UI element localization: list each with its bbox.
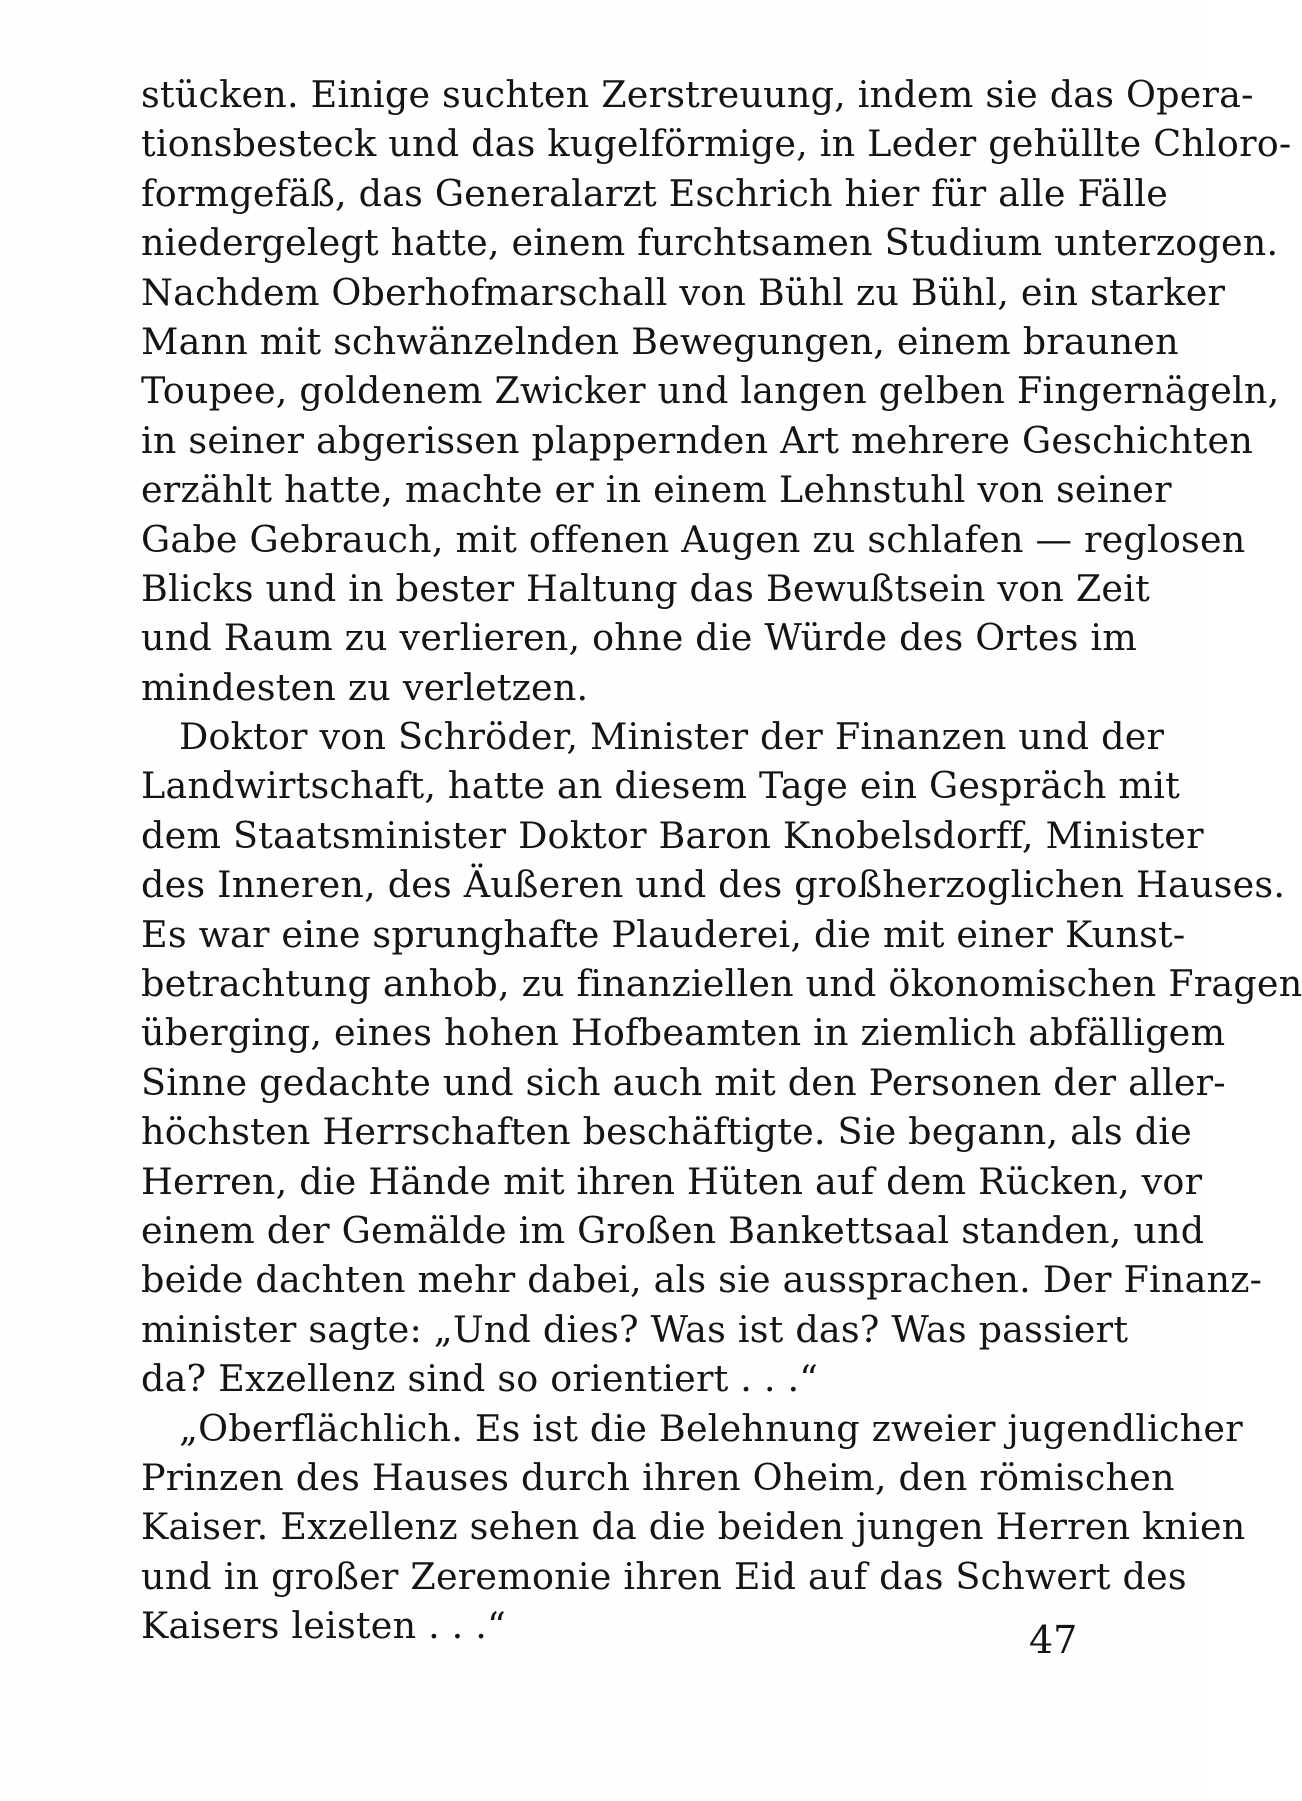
text-line: da? Exzellenz sind so orientiert . . .“ [141, 1357, 819, 1401]
text-line: und Raum zu verlieren, ohne die Würde des Ortes im [141, 616, 1138, 660]
text-line: überging, eines hohen Hofbeamten in ziemlich abfälligem [141, 1011, 1226, 1055]
text-line: einem der Gemälde im Großen Bankettsaal standen, und [141, 1208, 1205, 1252]
text-line: stücken. Einige suchten Zerstreuung, indem sie das Opera- [141, 73, 1254, 116]
text-line: Herren, die Hände mit ihren Hüten auf dem Rücken, vor [141, 1159, 1203, 1203]
text-line: Kaiser. Exzellenz sehen da die beiden jungen Herren knien [141, 1505, 1246, 1549]
text-line: niedergelegt hatte, einem furchtsamen Studium unterzogen. [141, 221, 1279, 265]
text-line: Doktor von Schröder, Minister der Finanzen und der [179, 715, 1165, 759]
text-line: betrachtung anhob, zu finanziellen und ökonomischen Fragen [141, 962, 1302, 1006]
text-line: beide dachten mehr dabei, als sie aussprachen. Der Finanz- [141, 1258, 1263, 1302]
text-line: dem Staatsminister Doktor Baron Knobelsdorff, Minister [141, 813, 1204, 857]
text-line: Toupee, goldenem Zwicker und langen gelben Fingernägeln, [141, 369, 1280, 413]
text-line: Nachdem Oberhofmarschall von Bühl zu Bühl, ein starker [141, 270, 1226, 314]
text-line: erzählt hatte, machte er in einem Lehnstuhl von seiner [141, 468, 1172, 512]
text-line: höchsten Herrschaften beschäftigte. Sie begann, als die [141, 1110, 1192, 1154]
text-line: tionsbesteck und das kugelförmige, in Leder gehüllte Chloro- [141, 122, 1292, 166]
text-line: Prinzen des Hauses durch ihren Oheim, den römischen [141, 1455, 1175, 1499]
text-line: Gabe Gebrauch, mit offenen Augen zu schlafen — reglosen [141, 517, 1246, 561]
text-line: mindesten zu verletzen. [141, 665, 589, 709]
text-line: des Inneren, des Äußeren und des großherzoglichen Hauses. [141, 863, 1286, 907]
text-line: Blicks und in bester Haltung das Bewußtsein von Zeit [141, 566, 1150, 610]
page-number: 47 [1029, 1618, 1078, 1662]
text-line: Landwirtschaft, hatte an diesem Tage ein Gespräch mit [141, 764, 1180, 808]
text-line: formgefäß, das Generalarzt Eschrich hier für alle Fälle [141, 171, 1169, 215]
text-line: Kaisers leisten . . .“ [141, 1604, 506, 1648]
text-line: minister sagte: „Und dies? Was ist das? Was passiert [141, 1307, 1129, 1351]
text-line: und in großer Zeremonie ihren Eid auf das Schwert des [141, 1554, 1187, 1598]
text-line: in seiner abgerissen plappernden Art mehrere Geschichten [141, 418, 1254, 462]
text-line: „Oberflächlich. Es ist die Belehnung zweier jugendlicher [179, 1406, 1243, 1450]
body-text [141, 70, 1302, 1651]
text-line: Es war eine sprunghafte Plauderei, die mit einer Kunst- [141, 912, 1186, 956]
text-line: Mann mit schwänzelnden Bewegungen, einem braunen [141, 319, 1179, 363]
text-line: Sinne gedachte und sich auch mit den Personen der aller- [141, 1060, 1226, 1104]
